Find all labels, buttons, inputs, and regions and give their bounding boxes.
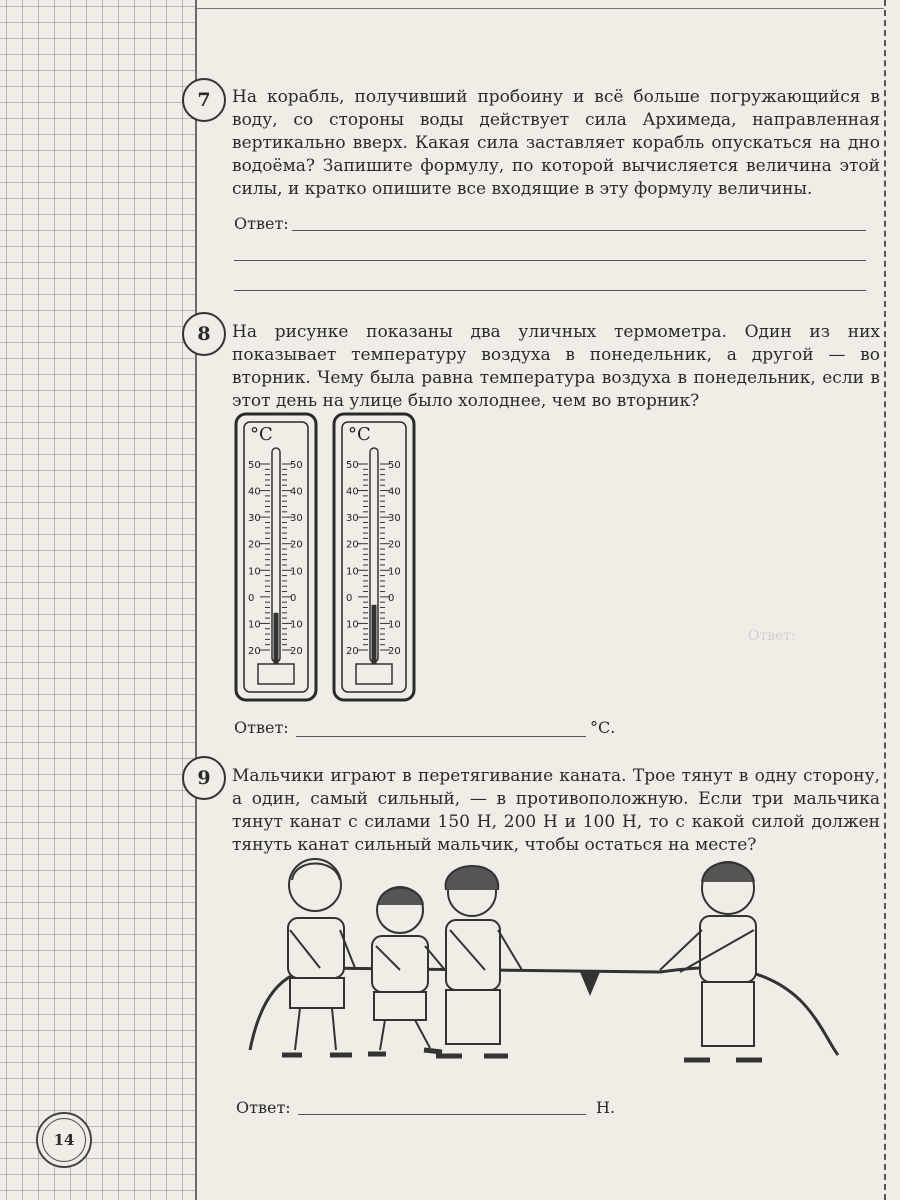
page-number-badge: [36, 1112, 92, 1168]
thermometer-scale-label-right: 10: [388, 566, 401, 578]
thermometer-scale-label-left: 20: [248, 646, 261, 657]
tug-of-war-illustration: [240, 850, 840, 1080]
thermometer-scale-label-left: 0: [248, 592, 255, 604]
question-9-text: Мальчики играют в перетягивание каната. Трое тянут в одну сторону, а один, самый сильный, — в противоположную. Если три мальчика тянут канат с силами 150 Н, 200 Н и 100 Н, то с какой силой должен тянуть канат сильный мальчик, чтобы остаться на месте?: [232, 766, 880, 855]
thermometer-scale-label-right: 20: [290, 646, 303, 657]
rope-flag: [580, 972, 600, 996]
thermometer-scale-label-right: 0: [388, 592, 395, 604]
thermometer-scale-label-right: 0: [290, 592, 297, 604]
thermometer-scale-label-left: 20: [248, 539, 261, 551]
thermometer-scale-label-left: 10: [346, 566, 359, 578]
thermometer-liquid-column: [274, 613, 279, 664]
cut-line: [884, 0, 886, 1200]
question-9-answer-label: Ответ:: [236, 1098, 291, 1117]
question-8-text: На рисунке показаны два уличных термометра. Один из них показывает температуру воздуха в понедельник, а другой — во вторник. Чему была равна температура воздуха в понедельник, если в этот день на улице было холоднее, чем во вторник?: [232, 322, 880, 411]
thermometer-scale-label-right: 20: [388, 646, 401, 657]
thermometers-figure: [234, 412, 434, 712]
thermometer-unit-label: °С: [348, 424, 371, 445]
thermometer-scale-label-right: 10: [290, 566, 303, 578]
thermometer-bulb-base: [258, 664, 294, 684]
question-8-answer-label: Ответ:: [234, 718, 289, 737]
boy-3: [436, 866, 522, 1056]
question-number-9: 9: [182, 756, 226, 800]
question-8-answer-line[interactable]: [296, 736, 586, 737]
page-number: 14: [42, 1118, 86, 1162]
thermometer-bulb-base: [356, 664, 392, 684]
thermometer-scale-label-right: 10: [290, 619, 303, 631]
thermometer-scale-label-left: 20: [346, 646, 359, 657]
thermometer-scale-label-right: 50: [290, 460, 303, 471]
thermometer-scale-label-left: 0: [346, 592, 353, 604]
question-7-answer-line-1[interactable]: [292, 230, 866, 231]
thermometer-scale-label-left: 10: [346, 619, 359, 631]
margin-border: [195, 0, 197, 1200]
thermometer-scale-label-left: 30: [346, 513, 359, 525]
question-number-7: 7: [182, 78, 226, 122]
boy-1: [282, 859, 355, 1055]
thermometer-scale-label-right: 30: [388, 513, 401, 525]
thermometer-liquid-column: [372, 605, 377, 664]
question-8-unit: °С.: [590, 718, 616, 737]
thermometer-scale-label-right: 50: [388, 460, 401, 471]
graph-paper-margin: [0, 0, 195, 1200]
question-7-answer-line-2[interactable]: [234, 260, 866, 261]
strong-boy: [660, 862, 762, 1060]
thermometer-scale-label-right: 20: [388, 539, 401, 551]
thermometer-scale-label-right: 10: [388, 619, 401, 631]
thermometer-scale-label-left: 20: [346, 539, 359, 551]
question-9-answer-line[interactable]: [298, 1114, 586, 1115]
thermometer-scale-label-left: 10: [248, 566, 261, 578]
thermometer-scale-label-left: 50: [248, 460, 261, 471]
question-number-8: 8: [182, 312, 226, 356]
question-7-text: На корабль, получивший пробоину и всё больше погружающийся в воду, со стороны воды действует сила Архимеда, направленная вертикально вверх. Какая сила заставляет корабль опускаться на дно водоёма? Запишите формулу, по которой вычисляется величина этой силы, и кратко опишите все входящие в эту формулу величины.: [232, 87, 880, 199]
thermometer-scale-label-right: 30: [290, 513, 303, 525]
thermometer-scale-label-left: 40: [248, 486, 261, 498]
thermometer-unit-label: °С: [250, 424, 273, 445]
thermometer-scale-label-left: 30: [248, 513, 261, 525]
question-7-answer-line-3[interactable]: [234, 290, 866, 291]
thermometer-scale-label-right: 40: [290, 486, 303, 498]
thermometer-scale-label-left: 50: [346, 460, 359, 471]
thermometer-scale-label-left: 40: [346, 486, 359, 498]
question-7-answer-label: Ответ:: [234, 214, 289, 233]
thermometer-scale-label-right: 40: [388, 486, 401, 498]
top-border: [197, 8, 884, 9]
question-9-unit: Н.: [596, 1098, 616, 1117]
thermometer-scale-label-left: 10: [248, 619, 261, 631]
bleed-through-text: Ответ:: [748, 628, 796, 644]
thermometer-scale-label-right: 20: [290, 539, 303, 551]
